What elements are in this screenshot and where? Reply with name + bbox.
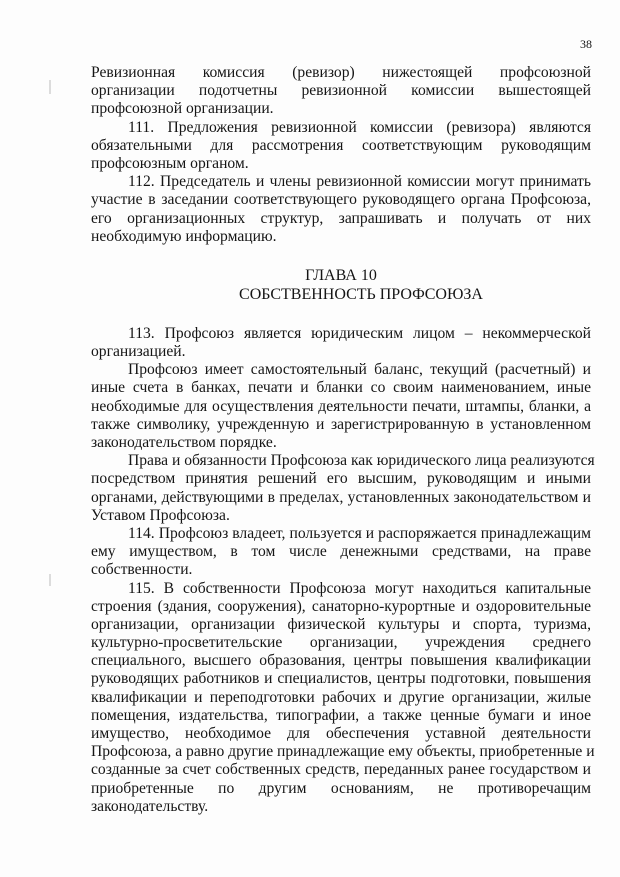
text-line: созданные за счет собственных средств, переданных ранее государством и: [91, 761, 591, 779]
text-line: квалификации и переподготовки рабочих и другие организации, жилые: [91, 688, 591, 706]
paragraph: [91, 525, 591, 580]
text-line: обязательными для рассмотрения соответствующим руководящим: [91, 136, 591, 154]
chapter-number: ГЛАВА 10: [305, 266, 377, 284]
page-number: 38: [580, 37, 592, 51]
chapter-title: СОБСТВЕННОСТЬ ПРОФСОЮЗА: [239, 285, 483, 303]
paragraph: [91, 119, 591, 174]
text-line: приобретенные по другим основаниям, не противоречащим: [91, 779, 591, 797]
text-line: посредством принятия решений его высшим, руководящим и иными: [91, 470, 591, 488]
section-revision-commission: [91, 64, 591, 246]
text-line: профсоюзной организации.: [91, 100, 274, 118]
scan-margin-mark: [49, 80, 51, 94]
chapter-heading: [91, 266, 591, 304]
section-union-property: [91, 324, 595, 816]
text-line: руководящих работников и специалистов, центры подготовки, повышения: [91, 670, 591, 688]
paragraph: [91, 452, 595, 525]
paragraph: [91, 579, 595, 816]
text-line: Профсоюз имеет самостоятельный баланс, текущий (расчетный) и: [128, 361, 591, 379]
document-body: [91, 64, 595, 816]
text-line: иные счета в банках, печати и бланки со своим наименованием, иные: [91, 379, 591, 397]
text-line: также символику, учрежденную и зарегистрированную в установленном: [91, 415, 591, 433]
text-line: участие в заседании соответствующего руководящего органа Профсоюза,: [91, 191, 591, 209]
text-line: Права и обязанности Профсоюза как юридического лица реализуются: [128, 452, 595, 470]
text-line: собственности.: [91, 561, 193, 579]
text-line: строения (здания, сооружения), санаторно-курортные и оздоровительные: [91, 597, 591, 615]
text-line: необходимую информацию.: [91, 227, 277, 245]
text-line: профсоюзным органом.: [91, 154, 249, 172]
text-line: помещения, издательства, типографии, а также ценные бумаги и иное: [91, 706, 591, 724]
text-line: организации, организации физической культуры и спорта, туризма,: [91, 615, 591, 633]
text-line: законодательством порядке.: [91, 434, 277, 451]
paragraph: [91, 361, 591, 452]
text-line: культурно-просветительские организации, учреждения среднего: [91, 634, 591, 652]
text-line: ему имуществом, в том числе денежными средствами, на праве: [91, 543, 591, 561]
text-line: организацией.: [91, 343, 186, 361]
text-line: 111. Предложения ревизионной комиссии (ревизора) являются: [128, 118, 591, 136]
text-line: органами, действующими в пределах, установленных законодательством и: [91, 488, 591, 506]
text-line: Профсоюза, а равно другие принадлежащие ему объекты, приобретенные и: [91, 743, 595, 761]
text-line: 113. Профсоюз является юридическим лицом – некоммерческой: [128, 324, 591, 342]
paragraph: [91, 64, 591, 119]
text-line: законодательству.: [91, 797, 209, 815]
text-line: имущество, необходимое для обеспечения уставной деятельности: [91, 725, 591, 742]
text-line: его организационных структур, запрашивать и получать от них: [91, 209, 591, 227]
paragraph: [91, 325, 591, 361]
text-line: 115. В собственности Профсоюза могут находиться капитальные: [128, 579, 591, 597]
text-line: 114. Профсоюз владеет, пользуется и распоряжается принадлежащим: [128, 524, 591, 542]
text-line: организации подотчетны ревизионной комиссии вышестоящей: [91, 82, 591, 100]
text-line: Ревизионная комиссия (ревизор) нижестоящей профсоюзной: [91, 64, 591, 81]
paragraph: [91, 173, 591, 246]
text-line: 112. Председатель и члены ревизионной комиссии могут принимать: [128, 173, 591, 191]
scan-margin-mark: [49, 574, 51, 586]
text-line: необходимые для осуществления деятельности печати, штампы, бланки, а: [91, 397, 591, 415]
text-line: специального, высшего образования, центры повышения квалификации: [91, 652, 591, 670]
text-line: Уставом Профсоюза.: [91, 506, 230, 524]
